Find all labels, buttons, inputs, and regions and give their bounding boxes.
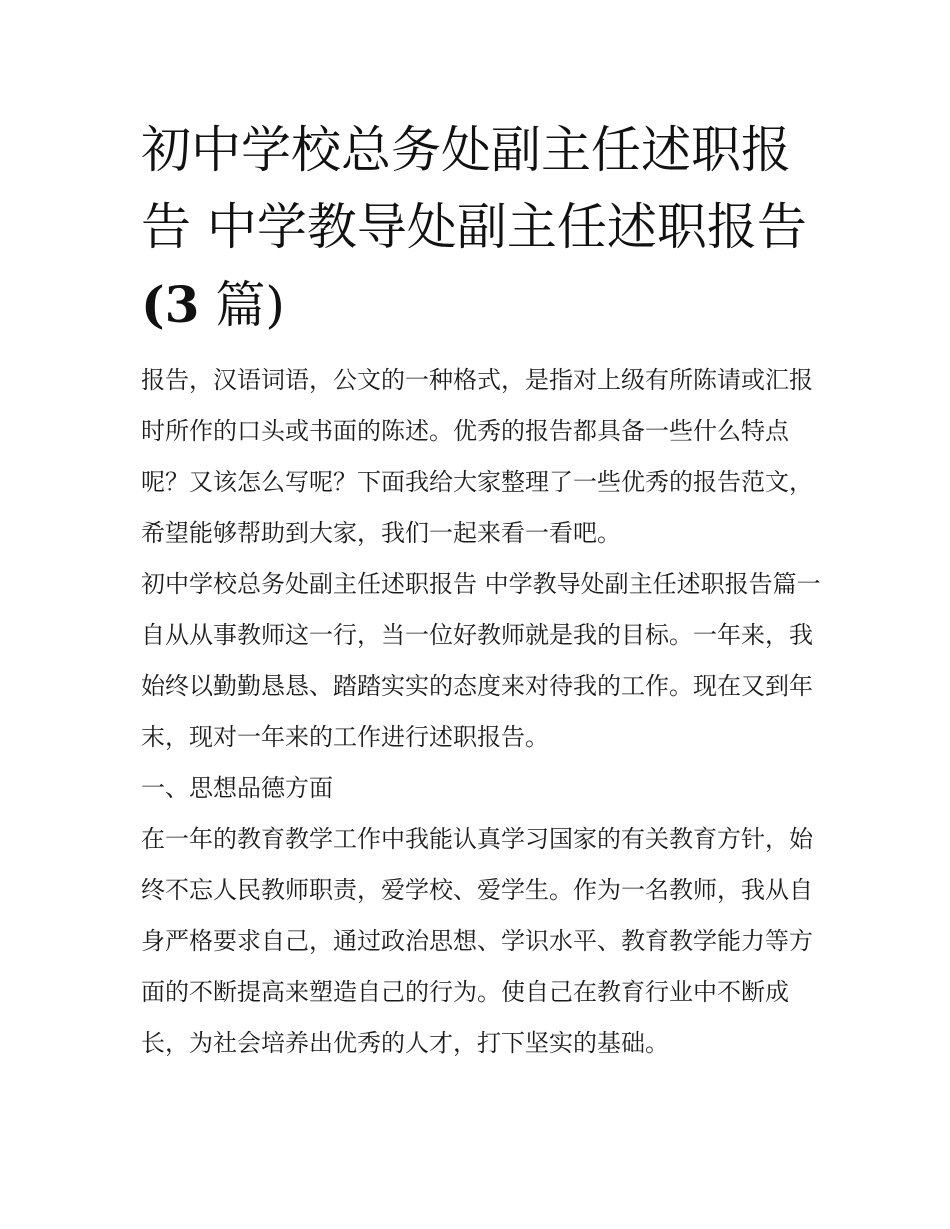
title-suffix: 篇) <box>199 276 285 334</box>
body-paragraph: 在一年的教育教学工作中我能认真学习国家的有关教育方针，始终不忘人民教师职责，爱学校、爱学生。作为一名教师，我从自身严格要求自己，通过政治思想、学识水平、教育教学能力等方面的不断提高来塑造自己的行为。使自己在教育行业中不断成长，为社会培养出优秀的人才，打下坚实的基础。 <box>141 825 813 1057</box>
document-page <box>141 112 821 1069</box>
document-body <box>141 355 821 1069</box>
title-count: (3 <box>141 275 200 334</box>
intro-paragraph: 报告，汉语词语，公文的一种格式，是指对上级有所陈请或汇报时所作的口头或书面的陈述。优秀的报告都具备一些什么特点呢？又该怎么写呢？下面我给大家整理了一些优秀的报告范文，希望能够帮助到大家，我们一起来看一看吧。 <box>141 366 813 547</box>
subheading: 一、思想品德方面 <box>141 774 333 802</box>
title-line-1: 初中学校总务处副主任述职报 <box>141 121 791 179</box>
document-title <box>141 112 821 344</box>
section-heading: 初中学校总务处副主任述职报告 中学教导处副主任述职报告篇一 <box>141 570 821 598</box>
body-paragraph: 自从从事教师这一行，当一位好教师就是我的目标。一年来，我始终以勤勤恳恳、踏踏实实的态度来对待我的工作。现在又到年末，现对一年来的工作进行述职报告。 <box>141 621 813 751</box>
title-line-2: 告 中学教导处副主任述职报告 <box>141 198 807 256</box>
